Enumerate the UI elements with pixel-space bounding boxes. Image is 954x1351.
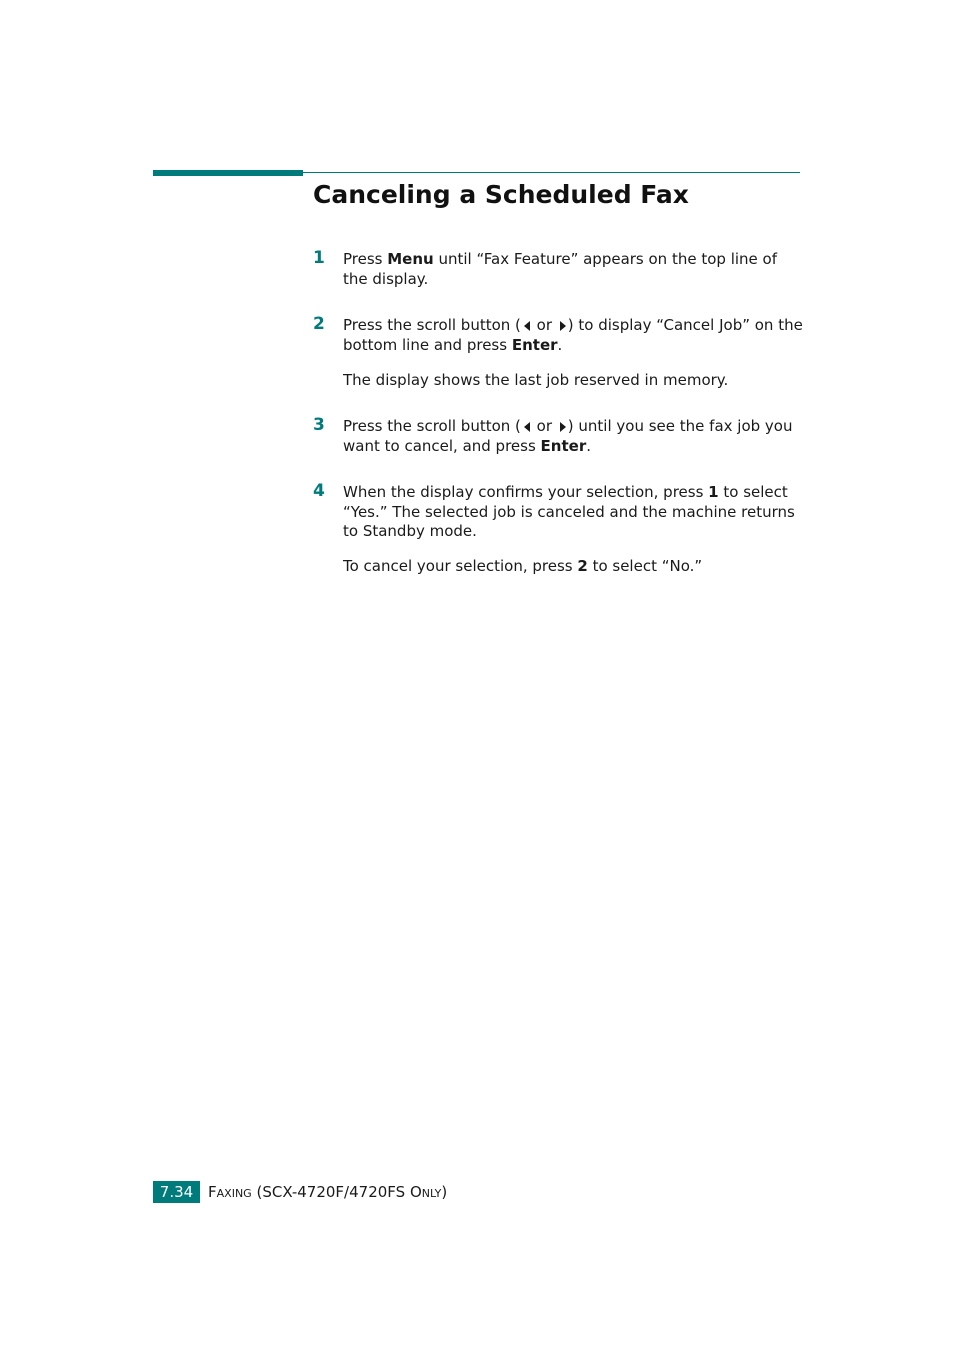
- scroll-right-arrow-icon: [560, 321, 566, 331]
- step-4-text: When the display confirms your selection, press 1 to select “Yes.” The selected job is canceled and the machine returns to Standby mode.: [343, 483, 795, 541]
- step-number-4: 4: [313, 481, 325, 501]
- scroll-left-arrow-icon: [524, 422, 530, 432]
- footer-chapter-title: FAXING (SCX-4720F/4720FS ONLY): [208, 1183, 448, 1201]
- step-2-text: Press the scroll button ( or ) to display “Cancel Job” on the bottom line and press Enter.: [343, 316, 803, 354]
- scroll-right-arrow-icon: [560, 422, 566, 432]
- page-number: 7.34: [153, 1181, 200, 1203]
- step-4-note: To cancel your selection, press 2 to select “No.”: [343, 557, 703, 575]
- step-1-text: Press Menu until “Fax Feature” appears on the top line of the display.: [343, 250, 777, 288]
- step-number-3: 3: [313, 415, 325, 435]
- step-number-2: 2: [313, 314, 325, 334]
- step-number-1: 1: [313, 248, 325, 268]
- header-rule-thin: [303, 172, 800, 173]
- section-title: Canceling a Scheduled Fax: [313, 180, 689, 209]
- header-rule-thick: [153, 170, 303, 176]
- step-2-note: The display shows the last job reserved in memory.: [343, 371, 729, 389]
- scroll-left-arrow-icon: [524, 321, 530, 331]
- step-3-text: Press the scroll button ( or ) until you see the fax job you want to cancel, and press Enter.: [343, 417, 793, 455]
